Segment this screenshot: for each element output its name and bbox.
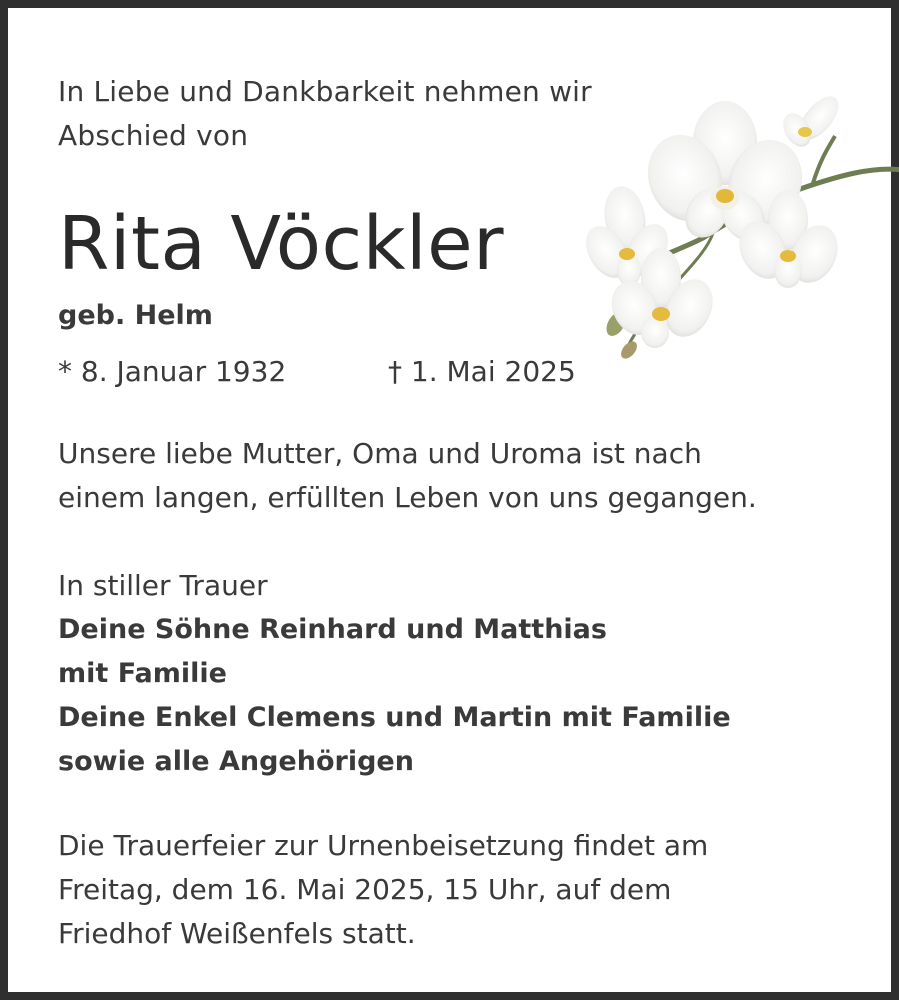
white-orchid-icon bbox=[583, 88, 899, 378]
mourner-line: sowie alle Angehörigen bbox=[58, 746, 414, 777]
intro-text bbox=[58, 70, 592, 158]
service-line-2: Freitag, dem 16. Mai 2025, 15 Uhr, auf dem bbox=[58, 873, 672, 906]
mourner-line: Deine Enkel Clemens und Martin mit Familie bbox=[58, 702, 731, 733]
service-line-1: Die Trauerfeier zur Urnenbeisetzung findet am bbox=[58, 829, 709, 862]
service-line-3: Friedhof Weißenfels statt. bbox=[58, 917, 416, 950]
intro-line-1: In Liebe und Dankbarkeit nehmen wir bbox=[58, 75, 592, 108]
mourner-line: mit Familie bbox=[58, 658, 227, 689]
life-dates bbox=[58, 350, 576, 394]
death-date: † 1. Mai 2025 bbox=[388, 355, 576, 388]
mourners-list bbox=[58, 608, 731, 784]
mourning-intro: In stiller Trauer bbox=[58, 569, 268, 602]
intro-line-2: Abschied von bbox=[58, 119, 249, 152]
deceased-name: Rita Vöckler bbox=[58, 201, 505, 287]
birth-date: * 8. Januar 1932 bbox=[58, 355, 287, 388]
maiden-name: geb. Helm bbox=[58, 300, 213, 331]
funeral-service-info bbox=[58, 824, 708, 956]
message-line-1: Unsere liebe Mutter, Oma und Uroma ist nach bbox=[58, 437, 702, 470]
memorial-message bbox=[58, 432, 757, 520]
mourner-line: Deine Söhne Reinhard und Matthias bbox=[58, 614, 607, 645]
message-line-2: einem langen, erfüllten Leben von uns gegangen. bbox=[58, 481, 757, 514]
